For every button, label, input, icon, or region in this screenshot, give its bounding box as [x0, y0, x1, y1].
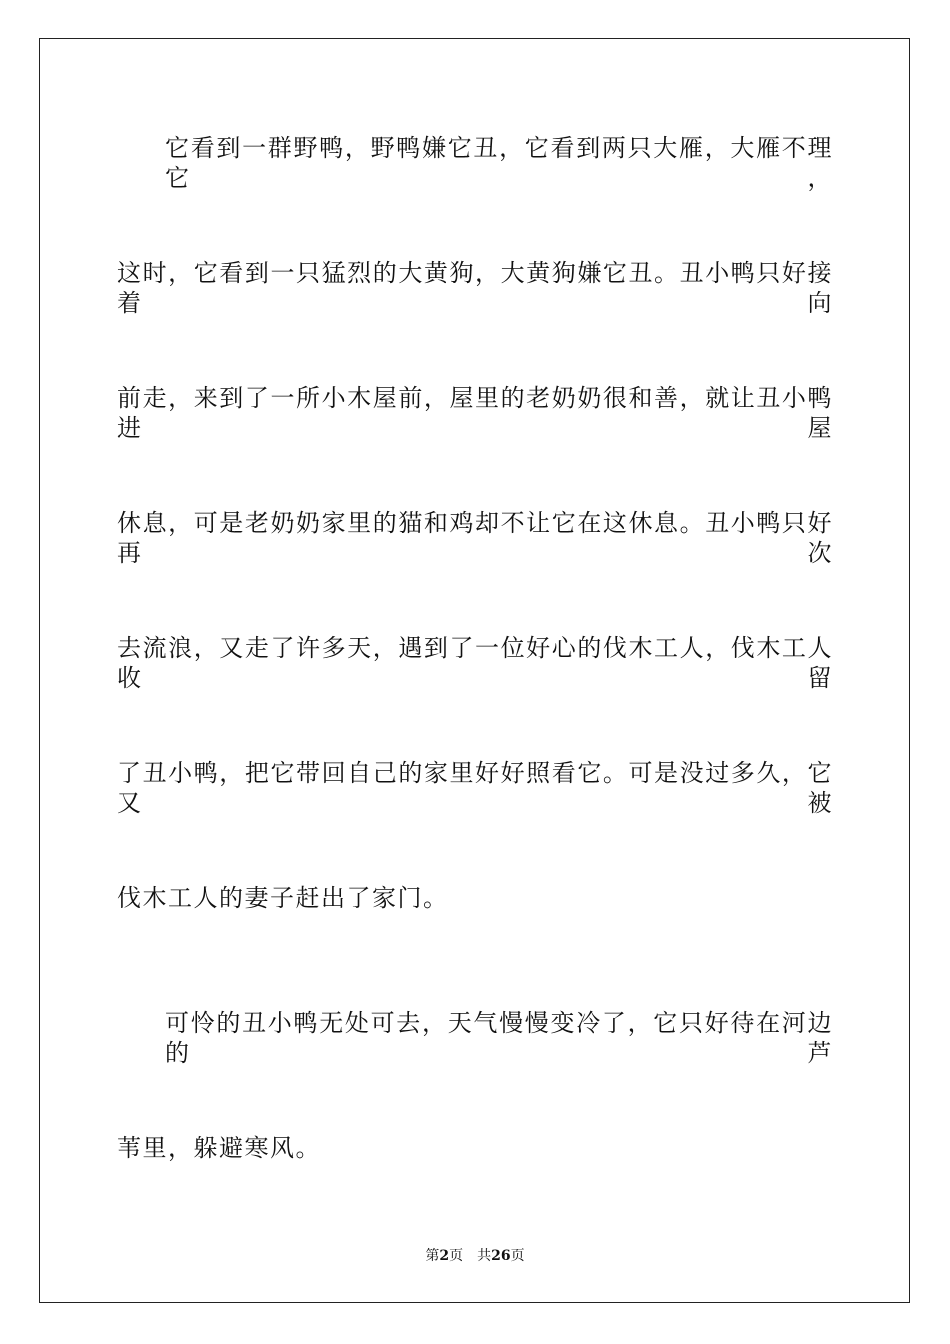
paragraph-line: 休息，可是老奶奶家里的猫和鸡却不让它在这休息。丑小鸭只好再次 [117, 509, 833, 567]
total-pages: 26 [491, 1248, 511, 1264]
page-prefix: 第 [425, 1248, 440, 1264]
paragraph-line: 前走，来到了一所小木屋前，屋里的老奶奶很和善，就让丑小鸭进屋 [117, 384, 833, 442]
paragraph-line: 可怜的丑小鸭无处可去，天气慢慢变冷了，它只好待在河边的芦 [165, 1009, 833, 1067]
page-footer [0, 1246, 950, 1266]
paragraph-line: 伐木工人的妻子赶出了家门。 [117, 884, 449, 912]
paragraph-line: 了丑小鸭，把它带回自己的家里好好照看它。可是没过多久，它又被 [117, 759, 833, 817]
page-suffix: 页 [449, 1248, 464, 1264]
page-number: 2 [439, 1248, 450, 1264]
paragraph-line: 它看到一群野鸭，野鸭嫌它丑，它看到两只大雁，大雁不理它， [165, 134, 833, 192]
total-suffix: 页 [510, 1248, 525, 1264]
paragraph-line: 苇里，躲避寒风。 [117, 1134, 321, 1162]
paragraph-line: 去流浪，又走了许多天，遇到了一位好心的伐木工人，伐木工人收留 [117, 634, 833, 692]
total-prefix: 共 [477, 1248, 492, 1264]
paragraph-line: 这时，它看到一只猛烈的大黄狗，大黄狗嫌它丑。丑小鸭只好接着向 [117, 259, 833, 317]
